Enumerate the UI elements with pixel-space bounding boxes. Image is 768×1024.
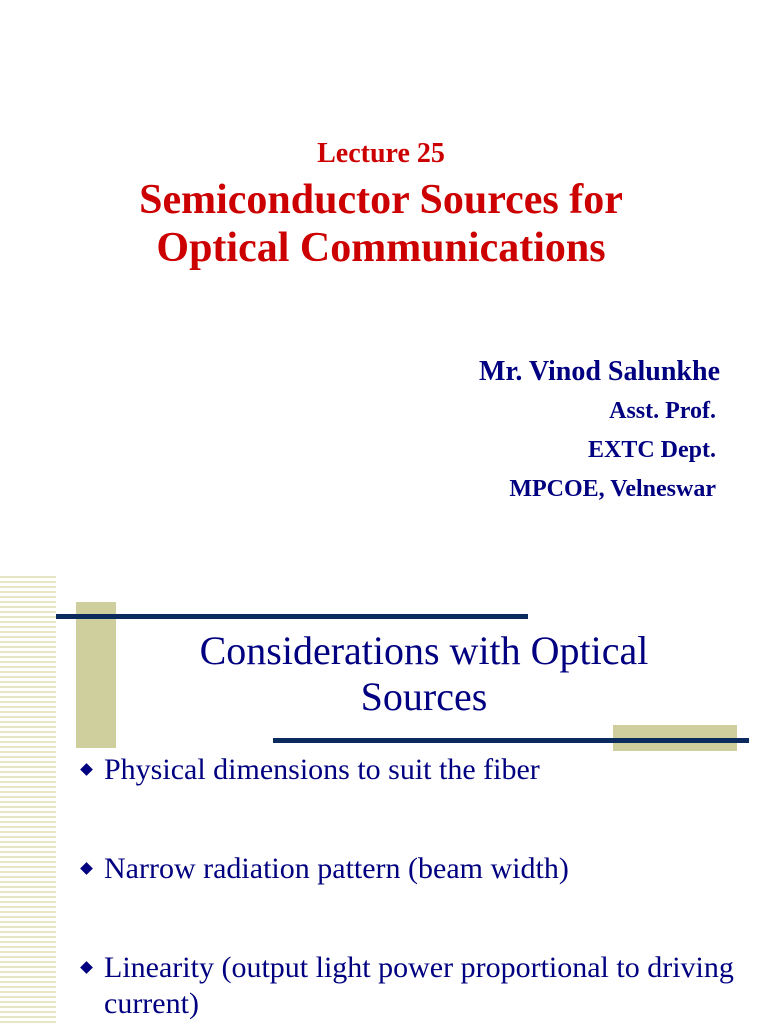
diamond-bullet-icon	[80, 763, 93, 776]
accent-block-left	[76, 602, 116, 748]
diamond-bullet-icon	[80, 862, 93, 875]
author-block	[479, 352, 720, 509]
author-designation: Asst. Prof.	[609, 398, 716, 424]
slide-title	[124, 628, 724, 720]
striped-decoration	[0, 576, 56, 1024]
bullet-text: Linearity (output light power proportional to driving current)	[104, 951, 734, 1020]
bullet-list	[76, 752, 756, 1022]
bullet-item	[76, 752, 756, 788]
slide-title-line-1: Considerations with Optical	[199, 628, 649, 673]
title-rule-bottom	[273, 738, 749, 743]
slide-title-line-2: Sources	[360, 674, 488, 719]
lecture-number: Lecture 25	[317, 138, 445, 169]
content-slide	[0, 576, 768, 1024]
lecture-title	[0, 176, 762, 272]
lecture-title-line-2: Optical Communications	[156, 225, 606, 271]
author-department: EXTC Dept.	[587, 437, 716, 463]
bullet-item	[76, 950, 756, 1022]
author-name: Mr. Vinod Salunkhe	[479, 356, 720, 387]
diamond-bullet-icon	[80, 961, 93, 974]
bullet-item	[76, 851, 756, 887]
lecture-title-line-1: Semiconductor Sources for	[139, 177, 623, 223]
title-rule-top	[56, 614, 528, 619]
bullet-text: Physical dimensions to suit the fiber	[104, 753, 540, 786]
author-institution: MPCOE, Velneswar	[509, 476, 716, 502]
bullet-text: Narrow radiation pattern (beam width)	[104, 852, 569, 885]
